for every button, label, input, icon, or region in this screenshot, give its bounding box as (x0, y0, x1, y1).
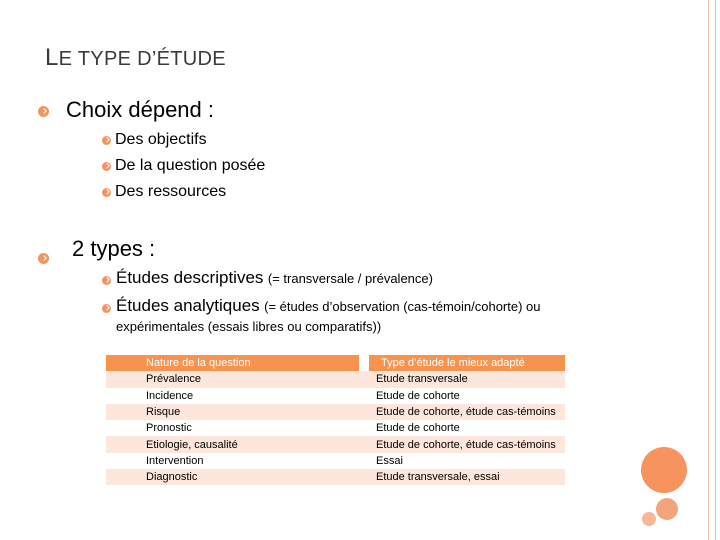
analytic-note-continued: expérimentales (essais libres ou comparatifs)) (116, 319, 382, 334)
table-cell: Etude de cohorte (364, 420, 565, 436)
large-circle-decoration (641, 447, 687, 493)
slide-title (45, 44, 226, 72)
right-border-decoration (708, 0, 716, 540)
table-cell: Intervention (106, 453, 364, 469)
title-rest: E TYPE D’ÉTUDE (58, 48, 226, 70)
checkmark-bullet-icon (102, 188, 111, 197)
descriptive-note: (= transversale / prévalence) (267, 271, 433, 286)
table-cell: Prévalence (106, 371, 364, 387)
table-cell: Incidence (106, 388, 364, 404)
table-header-cell: Type d’étude le mieux adapté (364, 355, 565, 371)
section2-heading: 2 types : (72, 236, 156, 261)
section1-item: Des objectifs (115, 131, 207, 148)
small-circle-decoration (642, 512, 656, 526)
table-cell: Etude de cohorte (364, 388, 565, 404)
table-cell: Diagnostic (106, 469, 364, 485)
table-row (106, 420, 565, 436)
section1-heading: Choix dépend : (66, 97, 214, 122)
title-initial: L (45, 44, 59, 71)
table-row (106, 453, 565, 469)
table-cell: Etude de cohorte, étude cas-témoins (364, 404, 565, 420)
table-row (106, 371, 565, 387)
table-row (106, 469, 565, 485)
table-cell: Etude transversale (364, 371, 565, 387)
table-header-cell: Nature de la question (106, 355, 364, 371)
table-cell: Risque (106, 404, 364, 420)
section1-item: De la question posée (115, 157, 266, 174)
table-cell: Pronostic (106, 420, 364, 436)
table-row (106, 388, 565, 404)
section1-item: Des ressources (115, 183, 227, 200)
analytic-note: (= études d’observation (cas-témoin/cohorte) ou (264, 299, 541, 314)
checkmark-bullet-icon (38, 106, 49, 117)
table-header-row (106, 355, 565, 371)
medium-circle-decoration (656, 498, 678, 520)
checkmark-bullet-icon (102, 136, 111, 145)
table-cell: Essai (364, 453, 565, 469)
checkmark-bullet-icon (102, 304, 111, 313)
checkmark-bullet-icon (102, 276, 111, 285)
checkmark-bullet-icon (102, 162, 111, 171)
checkmark-bullet-icon (38, 253, 49, 264)
section2-item-analytic (116, 296, 541, 316)
study-type-table (106, 355, 565, 485)
table-row (106, 436, 565, 452)
table-cell: Etiologie, causalité (106, 436, 364, 452)
table-cell: Etude de cohorte, étude cas-témoins (364, 436, 565, 452)
section2-item-descriptive (116, 268, 433, 288)
analytic-label: Études analytiques (116, 296, 260, 315)
table-row (106, 404, 565, 420)
descriptive-label: Études descriptives (116, 268, 264, 287)
table-cell: Etude transversale, essai (364, 469, 565, 485)
